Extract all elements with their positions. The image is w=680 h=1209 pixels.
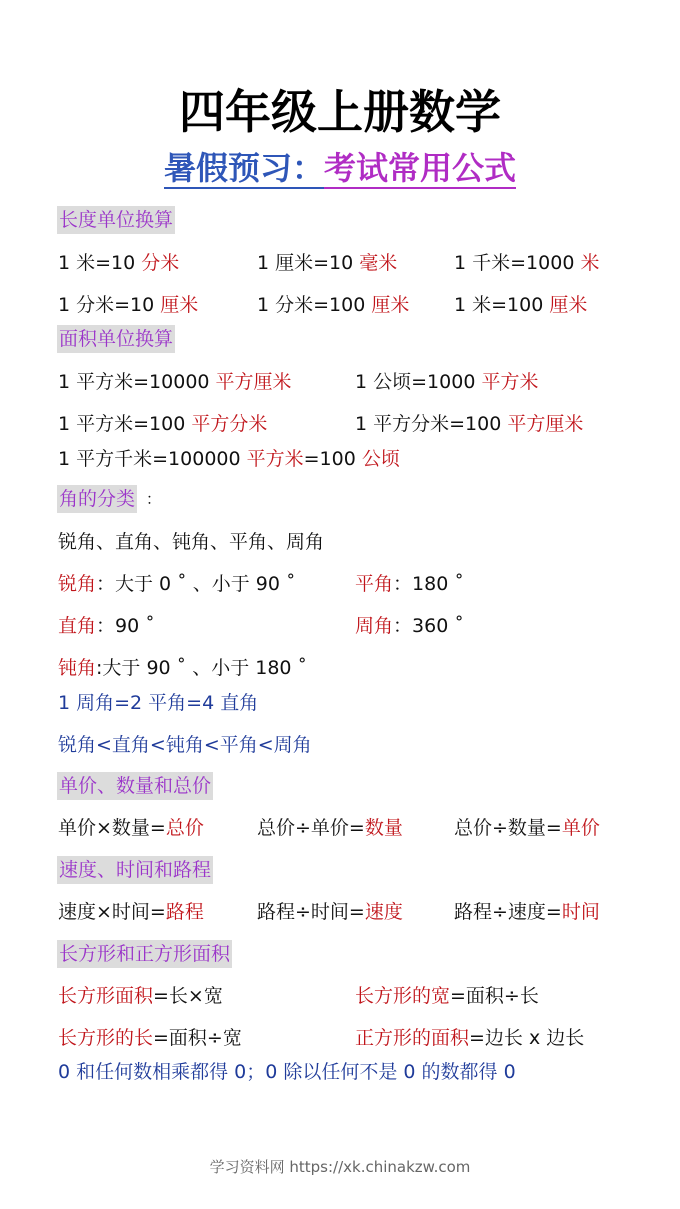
section-heading-length: 长度单位换算: [57, 206, 175, 234]
rect-formula: 正方形的面积=边长 x 边长: [355, 1027, 585, 1049]
angle-row-1: [0, 570, 680, 598]
section-heading-price: 单价、数量和总价: [57, 772, 213, 800]
length-formula: 1 米=10 分米: [58, 252, 180, 274]
angle-acute: 锐角：大于 0 ˚ 、小于 90 ˚: [58, 573, 296, 595]
rect-note: [0, 1058, 680, 1086]
angle-order: [0, 731, 680, 759]
rect-note-text: 0 和任何数相乘都得 0；0 除以任何不是 0 的数都得 0: [58, 1061, 516, 1083]
angle-relation: [0, 689, 680, 717]
rect-row-1: [0, 982, 680, 1010]
angle-straight: 平角：180 ˚: [355, 573, 464, 595]
rect-row-2: [0, 1024, 680, 1052]
section-heading-rect: 长方形和正方形面积: [57, 940, 232, 968]
angle-round: 周角：360 ˚: [355, 615, 464, 637]
angle-list: [0, 528, 680, 556]
area-row-2: [0, 410, 680, 438]
price-formula: 总价÷单价=数量: [257, 817, 403, 839]
angle-heading-colon: ：: [146, 490, 162, 508]
length-row-1: [0, 249, 680, 277]
speed-formula: 速度×时间=路程: [58, 901, 204, 923]
section-heading-speed: 速度、时间和路程: [57, 856, 213, 884]
subtitle-part1: 暑假预习：: [163, 149, 324, 187]
length-formula: 1 分米=10 厘米: [58, 294, 199, 316]
angle-obtuse: 钝角:大于 90 ˚ 、小于 180 ˚: [58, 657, 308, 679]
area-row-1: [0, 368, 680, 396]
section-heading-area: 面积单位换算: [57, 325, 175, 353]
speed-row: [0, 898, 680, 926]
price-formula: 总价÷数量=单价: [454, 817, 600, 839]
subtitle-part2: 考试常用公式: [324, 149, 517, 187]
length-formula: 1 千米=1000 米: [454, 252, 600, 274]
rect-formula: 长方形面积=长×宽: [58, 985, 223, 1007]
rect-formula: 长方形的宽=面积÷长: [355, 985, 539, 1007]
length-formula: 1 厘米=10 毫米: [257, 252, 398, 274]
speed-formula: 路程÷速度=时间: [454, 901, 600, 923]
area-formula: 1 平方千米=100000 平方米=100 公顷: [58, 448, 400, 470]
area-formula: 1 公顷=1000 平方米: [355, 371, 539, 393]
price-formula: 单价×数量=总价: [58, 817, 204, 839]
length-formula: 1 分米=100 厘米: [257, 294, 410, 316]
page-title: 四年级上册数学: [179, 85, 501, 139]
speed-formula: 路程÷时间=速度: [257, 901, 403, 923]
angle-row-2: [0, 612, 680, 640]
rect-formula: 长方形的长=面积÷宽: [58, 1027, 242, 1049]
angle-order-text: 锐角<直角<钝角<平角<周角: [58, 734, 312, 756]
footer-watermark: 学习资料网 https://xk.chinakzw.com: [209, 1158, 471, 1176]
price-row: [0, 814, 680, 842]
area-formula: 1 平方米=100 平方分米: [58, 413, 268, 435]
length-formula: 1 米=100 厘米: [454, 294, 588, 316]
section-heading-angle: 角的分类: [57, 485, 137, 513]
angle-relation-text: 1 周角=2 平角=4 直角: [58, 692, 259, 714]
length-row-2: [0, 291, 680, 319]
angle-row-3: [0, 654, 680, 682]
area-row-3: [0, 445, 680, 473]
angle-right: 直角：90 ˚: [58, 615, 155, 637]
angle-heading-row: [0, 485, 680, 513]
angle-list-text: 锐角、直角、钝角、平角、周角: [58, 531, 325, 553]
area-formula: 1 平方米=10000 平方厘米: [58, 371, 292, 393]
page-subtitle: [0, 146, 680, 190]
area-formula: 1 平方分米=100 平方厘米: [355, 413, 584, 435]
